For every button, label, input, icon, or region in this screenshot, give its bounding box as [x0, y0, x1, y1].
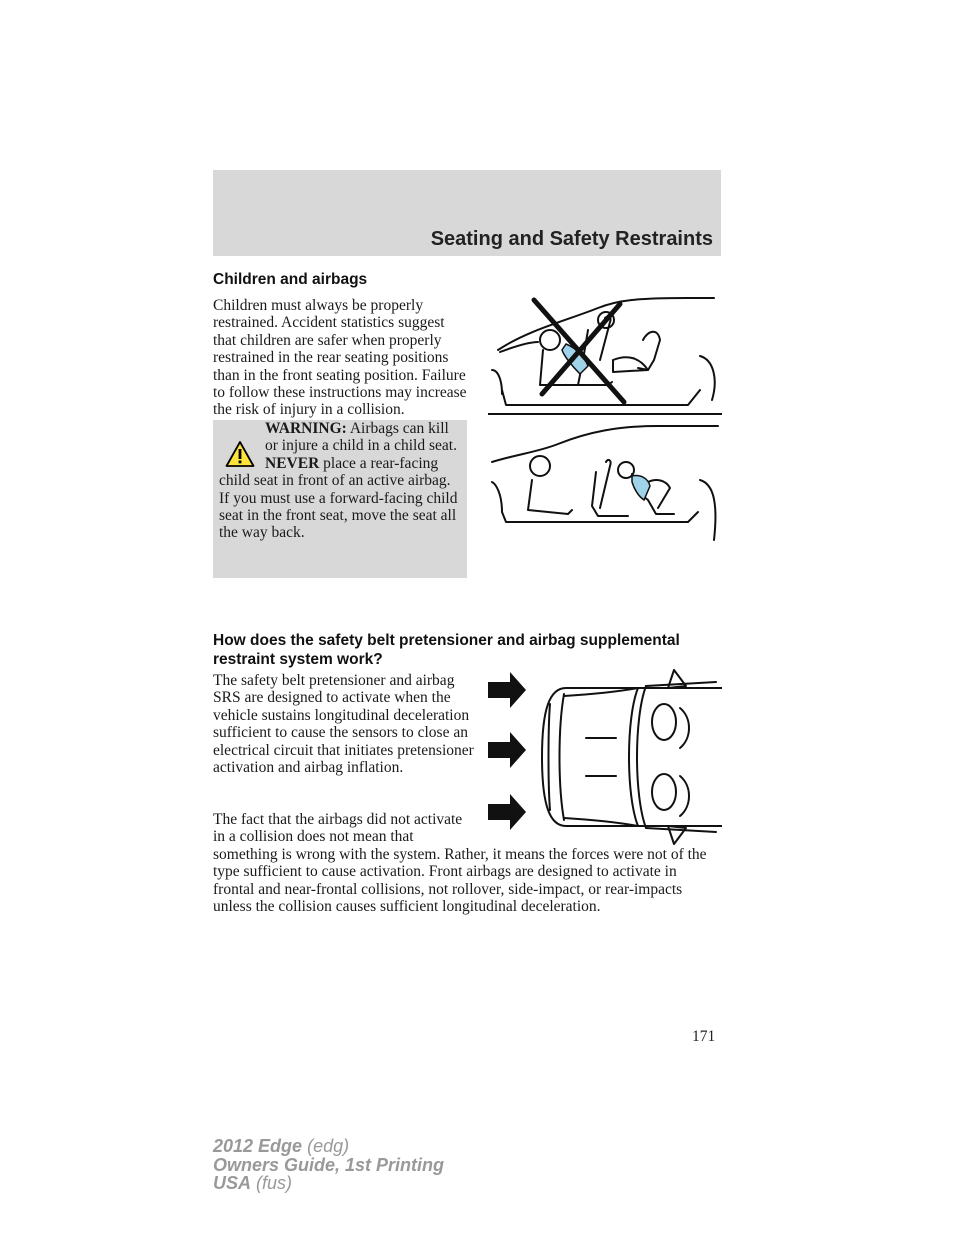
footer-model: 2012 Edge: [213, 1136, 303, 1156]
impact-arrow-top-icon: [488, 672, 526, 708]
pretensioner-paragraph: The safety belt pretensioner and airbag SRS are designed to activate when the vehicle sustains longitudinal deceleration sufficient to cause the sensors to close an electrical circuit that initiates pretensioner activation and airbag inflation.: [213, 672, 474, 777]
children-airbags-paragraph: Children must always be properly restrained. Accident statistics suggest that children are safer when properly restrained in the rear seating positions than in the front seating position. Failure to follow these instructions may increase the risk of injury in a collision.: [213, 297, 467, 419]
child-seat-rear-illustration: [488, 422, 722, 544]
footer-imprint: [213, 1137, 444, 1193]
footer-region-code: (fus): [256, 1173, 293, 1193]
rear-facing-seat-front-illustration: [488, 290, 722, 420]
section-heading-pretensioner-srs: How does the safety belt pretensioner and airbag supplemental restraint system work?: [213, 632, 680, 668]
warning-text-part-2: place a rear-facing child seat in front of an active airbag. If you must use a forward-facing child seat in the front seat, move the seat all the way back.: [219, 454, 458, 542]
section-heading-children-airbags: Children and airbags: [213, 271, 368, 288]
footer-guide: Owners Guide, 1st Printing: [213, 1154, 445, 1175]
warning-text: [219, 420, 463, 542]
warning-label: WARNING:: [265, 420, 347, 437]
header-band: [213, 170, 721, 256]
impact-arrow-bottom-icon: [488, 794, 526, 830]
airbag-activation-text: The fact that the airbags did not activate in a collision does not mean that something is wrong with the system. Rather, it means the forces were not of the type sufficient to cause activation. Front airbags are designed to activate in frontal and near-frontal collisions, not rollover, side-impact, or rear-impacts unless the collision causes sufficient longitudinal deceleration.: [213, 811, 707, 916]
warning-box: [213, 420, 467, 578]
page-number: 171: [692, 1028, 716, 1045]
warning-text-part-1: Airbags can kill or injure a child in a child seat.: [265, 420, 457, 455]
page-header-title: Seating and Safety Restraints: [430, 228, 713, 250]
footer-model-code: (edg): [307, 1136, 350, 1156]
impact-arrow-middle-icon: [488, 732, 526, 768]
frontal-impact-illustration: [486, 668, 722, 846]
warning-never: NEVER: [265, 454, 320, 472]
footer-region: USA: [213, 1173, 252, 1193]
